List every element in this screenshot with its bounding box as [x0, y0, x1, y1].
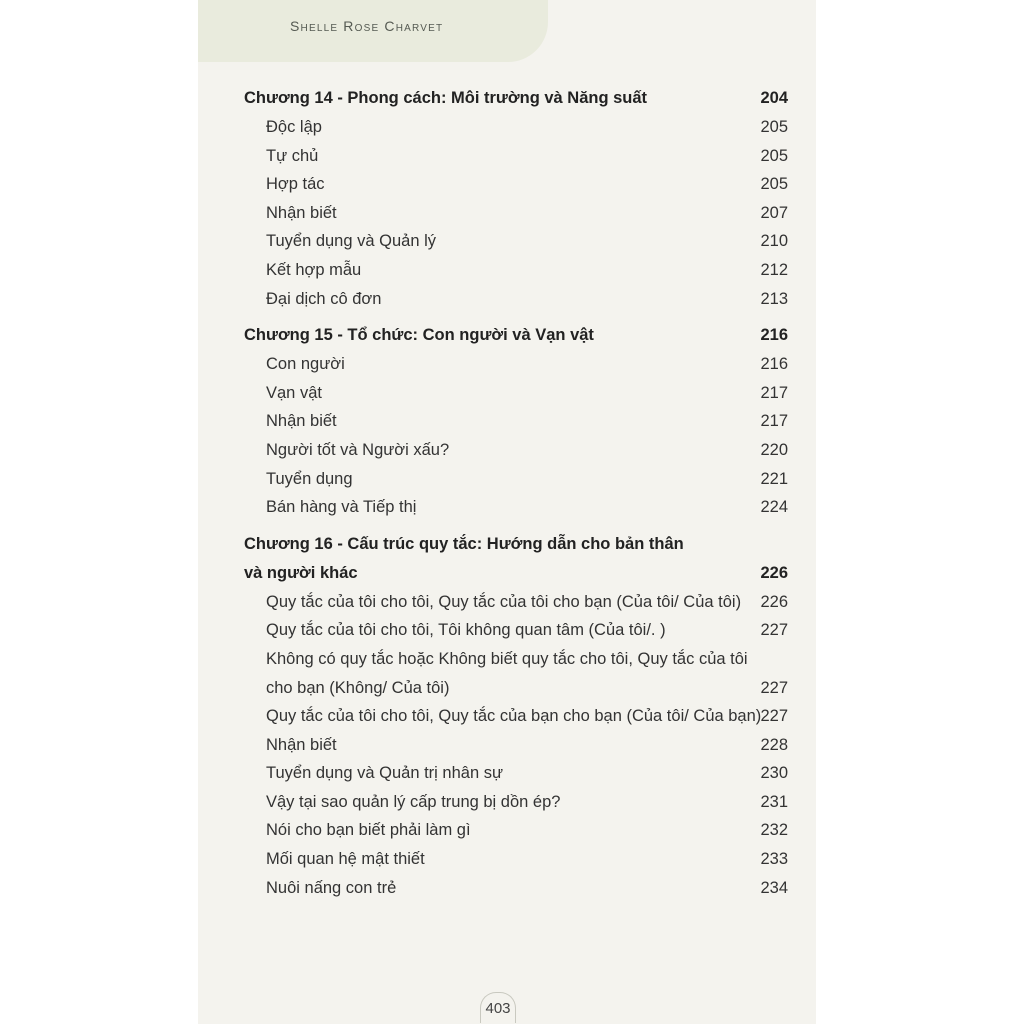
entry-page: 205 [760, 146, 788, 165]
toc-entry [244, 731, 790, 760]
chapter-title-line1: Chương 16 - Cấu trúc quy tắc: Hướng dẫn cho bản thân [244, 534, 684, 553]
toc-entry [244, 436, 790, 465]
entry-label: Hợp tác [266, 175, 325, 194]
toc-entry [244, 142, 790, 171]
entry-page: 234 [760, 878, 788, 897]
chapter-page: 226 [760, 563, 788, 582]
entry-page: 205 [760, 118, 788, 136]
entry-page: 231 [760, 792, 788, 811]
toc-entry [244, 407, 790, 436]
toc-entry [244, 199, 790, 228]
entry-label: Kết hợp mẫu [266, 260, 362, 279]
chapter-16-heading [244, 530, 790, 559]
entry-label: Không có quy tắc hoặc Không biết quy tắc cho tôi, Quy tắc của tôi [266, 649, 748, 668]
entry-page: 217 [760, 383, 788, 402]
entry-label: Tuyển dụng và Quản lý [266, 232, 436, 251]
toc-entry [244, 493, 790, 522]
toc-entry [244, 674, 790, 703]
entry-label: Độc lập [266, 118, 322, 136]
toc-entry [244, 874, 790, 903]
entry-label: Mối quan hệ mật thiết [266, 850, 425, 869]
toc-entry [244, 113, 790, 142]
entry-page: 226 [760, 592, 788, 611]
chapter-15-heading [244, 321, 790, 350]
entry-page: 227 [760, 678, 788, 697]
entry-page: 227 [760, 621, 788, 640]
entry-page: 221 [760, 469, 788, 488]
toc-entry [244, 379, 790, 408]
running-head: Shelle Rose Charvet [290, 18, 444, 34]
toc-entry [244, 616, 790, 645]
entry-label: Nói cho bạn biết phải làm gì [266, 821, 471, 840]
entry-page: 224 [760, 498, 788, 517]
chapter-page: 216 [760, 326, 788, 345]
toc-entry [244, 702, 790, 731]
entry-page: 228 [760, 735, 788, 754]
chapter-title: Chương 15 - Tổ chức: Con người và Vạn vật [244, 326, 594, 345]
entry-label: Nuôi nấng con trẻ [266, 878, 397, 897]
entry-label: Tự chủ [266, 146, 319, 165]
entry-page: 233 [760, 850, 788, 869]
entry-label: Tuyển dụng và Quản trị nhân sự [266, 764, 503, 783]
chapter-title: Chương 14 - Phong cách: Môi trường và Năng suất [244, 89, 648, 107]
toc-entry [244, 465, 790, 494]
entry-label: Nhận biết [266, 412, 337, 431]
entry-page: 213 [760, 289, 788, 308]
toc-entry [244, 285, 790, 314]
entry-page: 212 [760, 260, 788, 279]
chapter-page: 204 [760, 89, 788, 107]
page-number: 403 [480, 992, 516, 1023]
table-of-contents [244, 84, 790, 902]
entry-page: 210 [760, 232, 788, 251]
chapter-16-heading-cont [244, 559, 790, 588]
entry-page: 227 [760, 707, 788, 726]
toc-entry [244, 759, 790, 788]
chapter-title-line2: và người khác [244, 563, 358, 582]
entry-label: Quy tắc của tôi cho tôi, Quy tắc của bạn cho bạn (Của tôi/ Của bạn) [266, 707, 762, 726]
entry-label: Bán hàng và Tiếp thị [266, 498, 417, 517]
entry-page: 207 [760, 203, 788, 222]
toc-entry [244, 350, 790, 379]
chapter-14-heading [244, 84, 790, 113]
entry-label: Con người [266, 355, 345, 374]
toc-entry [244, 645, 790, 674]
entry-label: Vạn vật [266, 383, 322, 402]
entry-label: Quy tắc của tôi cho tôi, Tôi không quan tâm (Của tôi/. ) [266, 621, 666, 640]
toc-entry [244, 170, 790, 199]
toc-entry [244, 227, 790, 256]
entry-label: Đại dịch cô đơn [266, 289, 382, 308]
entry-label: Nhận biết [266, 735, 337, 754]
entry-page: 220 [760, 440, 788, 459]
toc-entry [244, 845, 790, 874]
entry-label: Vậy tại sao quản lý cấp trung bị dồn ép? [266, 792, 561, 811]
entry-page: 217 [760, 412, 788, 431]
entry-label: Tuyển dụng [266, 469, 353, 488]
toc-entry [244, 256, 790, 285]
entry-label: Quy tắc của tôi cho tôi, Quy tắc của tôi cho bạn (Của tôi/ Của tôi) [266, 592, 742, 611]
entry-page: 230 [760, 764, 788, 783]
entry-page: 216 [760, 355, 788, 374]
entry-label: Người tốt và Người xấu? [266, 440, 450, 459]
entry-page: 205 [760, 175, 788, 194]
entry-page: 232 [760, 821, 788, 840]
entry-label: Nhận biết [266, 203, 337, 222]
toc-entry [244, 816, 790, 845]
entry-label: cho bạn (Không/ Của tôi) [266, 678, 450, 697]
toc-entry [244, 788, 790, 817]
toc-entry [244, 588, 790, 617]
